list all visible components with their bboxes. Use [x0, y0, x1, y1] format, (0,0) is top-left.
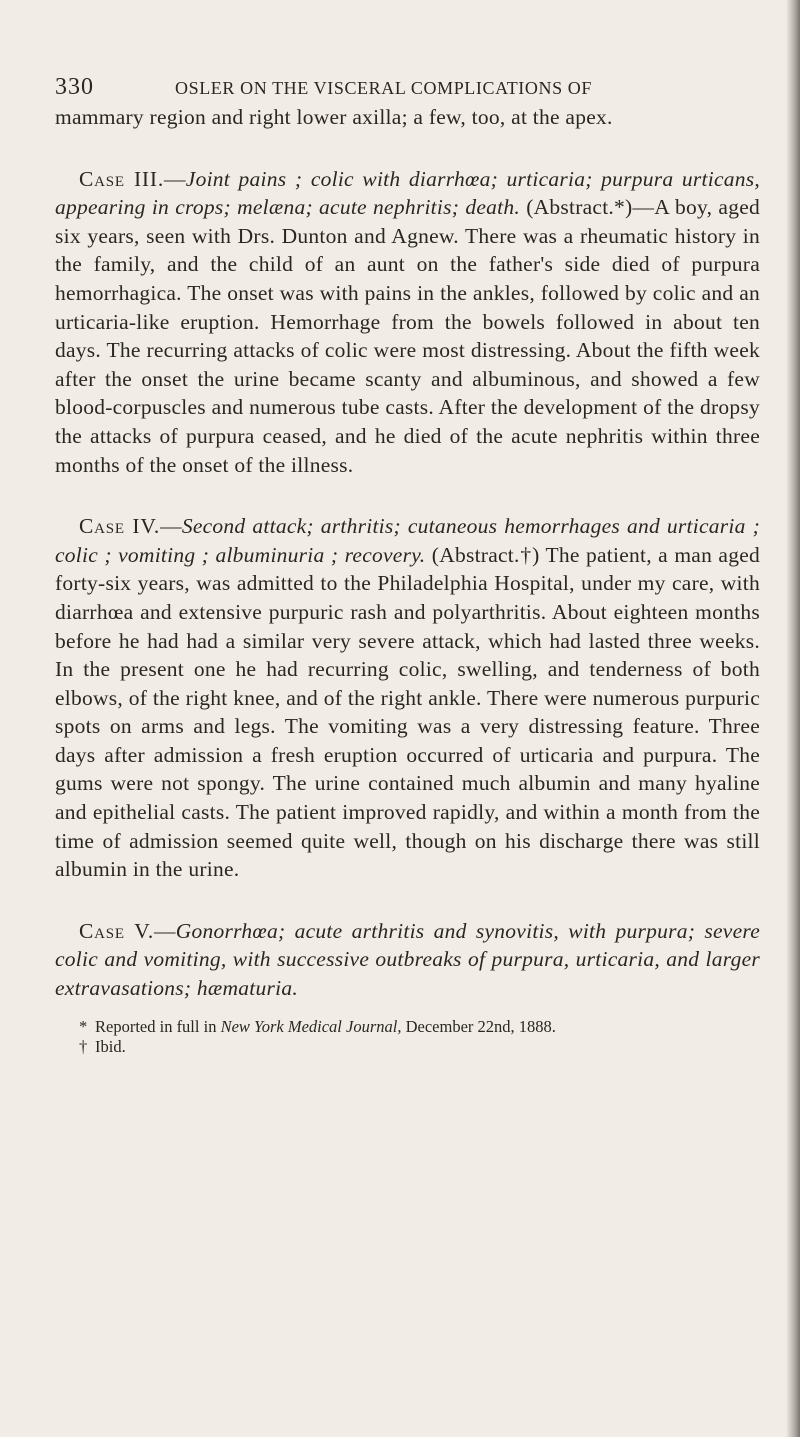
case-v-numeral: V.: [134, 918, 155, 943]
body-text: [55, 103, 760, 1003]
footnote-date: December 22nd, 1888.: [405, 1016, 556, 1036]
case-v-paragraph: [55, 917, 760, 1003]
case-iii-label-word: Case: [79, 166, 125, 191]
case-v-label-word: Case: [79, 918, 125, 943]
case-iii-numeral: III.: [133, 166, 165, 191]
footnote-text: Reported in full in: [95, 1016, 217, 1036]
case-v-label: [79, 919, 154, 943]
case-iv-dash: —: [160, 514, 182, 539]
footnote: [55, 1017, 760, 1037]
book-page: [55, 58, 760, 1057]
case-iii-dash: —: [164, 166, 186, 191]
case-iii-title: Joint pains ; colic with diarrhœa; urticaria; purpura urticans, appearing in crops; melæna; acute nephritis; death.: [55, 166, 760, 220]
case-iv-body: The patient, a man aged forty-six years, was admitted to the Philadelphia Hospital, under my care, with diarrhœa and extensive purpuric rash and polyarthritis. About eighteen months before he had had a similar very severe attack, which had lasted three weeks. In the present one he had recurring colic, swelling, and tenderness of both elbows, of the right knee, and of the right ankle. There were numerous purpuric spots on arms and legs. The vomiting was a very distressing feature. Three days after admission a fresh eruption occurred of urticaria and purpura. The gums were not spongy. The urine contained much albumin and many hyaline and epithelial casts. The patient improved rapidly, and within a month from the time of admission seemed quite well, though on his discharge there was still albumin in the urine.: [55, 542, 761, 882]
case-iv-numeral: IV.: [132, 514, 161, 539]
running-head: [55, 58, 760, 100]
footnotes: [55, 1017, 760, 1057]
page-edge-shadow: [786, 0, 800, 1437]
footnote: [55, 1037, 760, 1057]
case-iii-body: —A boy, aged six years, seen with Drs. Dunton and Agnew. There was a rheumatic history in the family, and the child of an aunt on the father's side died of purpura hemorrhagica. The onset was with pains in the ankles, followed by colic and an urticaria-like eruption. Hemorrhage from the bowels followed in about ten days. The recurring attacks of colic were most distressing. About the fifth week after the onset the urine became scanty and albuminous, and showed a few blood-corpuscles and numerous tube casts. After the development of the dropsy the attacks of purpura ceased, and he died of the acute nephritis within three months of the onset of the illness.: [55, 195, 761, 477]
case-iii-abstract: (Abstract.*): [526, 195, 633, 220]
case-iv-paragraph: [55, 512, 760, 884]
case-iii-paragraph: [55, 165, 760, 480]
case-iv-title: Second attack; arthritis; cutaneous hemorrhages and urticaria ; colic ; vomiting ; albuminuria ; recovery.: [55, 514, 760, 567]
running-title: OSLER ON THE VISCERAL COMPLICATIONS OF: [175, 78, 593, 98]
case-iv-abstract: (Abstract.†): [431, 542, 540, 567]
page-number: 330: [55, 74, 94, 100]
footnote-journal: New York Medical Journal,: [220, 1016, 402, 1036]
footnote-marker: *: [79, 1016, 88, 1036]
footnote-marker: †: [79, 1036, 88, 1056]
continuation-paragraph: mammary region and right lower axilla; a few, too, at the apex.: [55, 105, 613, 129]
case-iii-label: [79, 167, 164, 191]
case-v-dash: —: [154, 918, 176, 943]
case-v-title: Gonorrhœa; acute arthritis and synovitis, with purpura; severe colic and vomiting, with successive outbreaks of purpura, urticaria, and larger extravasations; hæmaturia.: [55, 918, 760, 1001]
footnote-text: Ibid.: [95, 1036, 126, 1056]
case-iv-label: [79, 514, 160, 538]
case-iv-label-word: Case: [79, 514, 125, 539]
